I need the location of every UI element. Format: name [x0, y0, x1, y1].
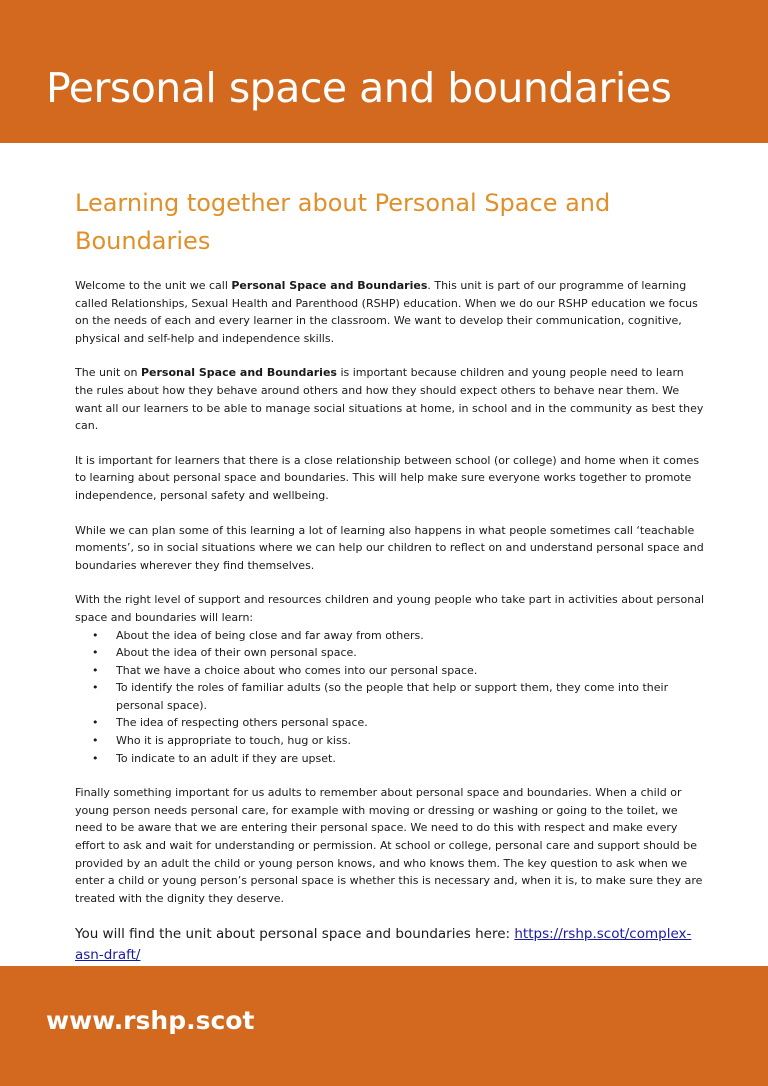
list-item-text: About the idea of being close and far away from others. [116, 628, 424, 642]
list-item [75, 679, 705, 714]
unit-link[interactable]: https://rshp.scot/complex-asn-draft/ [75, 926, 692, 964]
intro-paragraph [75, 277, 705, 347]
importance-text-start: The unit on [75, 366, 141, 380]
bullet-icon: • [92, 663, 99, 677]
list-item-text: To indicate to an adult if they are upset. [116, 751, 336, 765]
unit-name-bold: Personal Space and Boundaries [231, 279, 428, 292]
section-heading: Learning together about Personal Space and Boundaries [75, 189, 611, 255]
importance-text-end: is important because children and young people need to learn the rules about how they behave around others and how they should expect others to behave near them. We want all our learners to be able to manage social situations at home, in school and in the community as best they can. [75, 366, 704, 433]
list-item-text: That we have a choice about who comes into our personal space. [116, 663, 478, 677]
bullet-icon: • [92, 716, 99, 730]
intro-text-start: Welcome to the unit we call [75, 279, 232, 292]
importance-paragraph [75, 364, 705, 434]
bullet-icon: • [92, 681, 99, 695]
intro-text-end: . This unit is part of our programme of learning called Relationships, Sexual Health and Parenthood (RSHP) education. When we do our RSHP education we focus on the needs of each and every learner in the classroom. We want to develop their communication, cognitive, physical and self-help and independence skills. [75, 279, 698, 345]
list-item-text: To identify the roles of familiar adults (so the people that help or support them, they come into their personal space). [116, 681, 669, 712]
page-title: Personal space and boundaries [46, 64, 672, 112]
list-item-text: The idea of respecting others personal space. [116, 716, 368, 730]
learning-outcomes-list [75, 627, 705, 768]
closing-paragraph [75, 924, 705, 966]
bullet-icon: • [92, 751, 99, 765]
list-item-text: About the idea of their own personal space. [116, 646, 357, 660]
home-school-paragraph: It is important for learners that there is a close relationship between school (or college) and home when it comes to learning about personal space and boundaries. This will help make sure everyone works together to promote independence, personal safety and wellbeing. [75, 453, 700, 502]
list-item [75, 750, 705, 768]
list-item [75, 732, 705, 750]
list-item [75, 714, 705, 732]
personal-care-paragraph: Finally something important for us adults to remember about personal space and boundaries. When a child or young person needs personal care, for example with moving or dressing or washing or going to the toilet, we need to be aware that we are entering their personal space. We need to do this with respect and make every effort to ask and wait for understanding or permission. At school or college, personal care and support should be provided by an adult the child or young person knows, and who knows them. The key question to ask when we enter a child or young person’s personal space is whether this is necessary and, when it is, to make sure they are treated with the dignity they deserve. [75, 786, 703, 905]
bullet-icon: • [92, 734, 99, 748]
teachable-moments-paragraph: While we can plan some of this learning a lot of learning also happens in what people sometimes call ‘teachable moments’, so in social situations where we can help our children to reflect on and understand personal space and boundaries wherever they find themselves. [75, 523, 704, 572]
main-content [75, 184, 705, 966]
list-item [75, 627, 705, 645]
learning-outcomes-intro: With the right level of support and resources children and young people who take part in activities about personal space and boundaries will learn: [75, 593, 705, 624]
footer-url: www.rshp.scot [46, 1006, 255, 1035]
list-item [75, 644, 705, 662]
list-item [75, 662, 705, 680]
bullet-icon: • [92, 646, 99, 660]
bullet-icon: • [92, 628, 99, 642]
list-item-text: Who it is appropriate to touch, hug or kiss. [116, 734, 351, 748]
unit-name-bold: Personal Space and Boundaries [140, 366, 337, 380]
closing-text: You will find the unit about personal space and boundaries here: [75, 926, 515, 943]
